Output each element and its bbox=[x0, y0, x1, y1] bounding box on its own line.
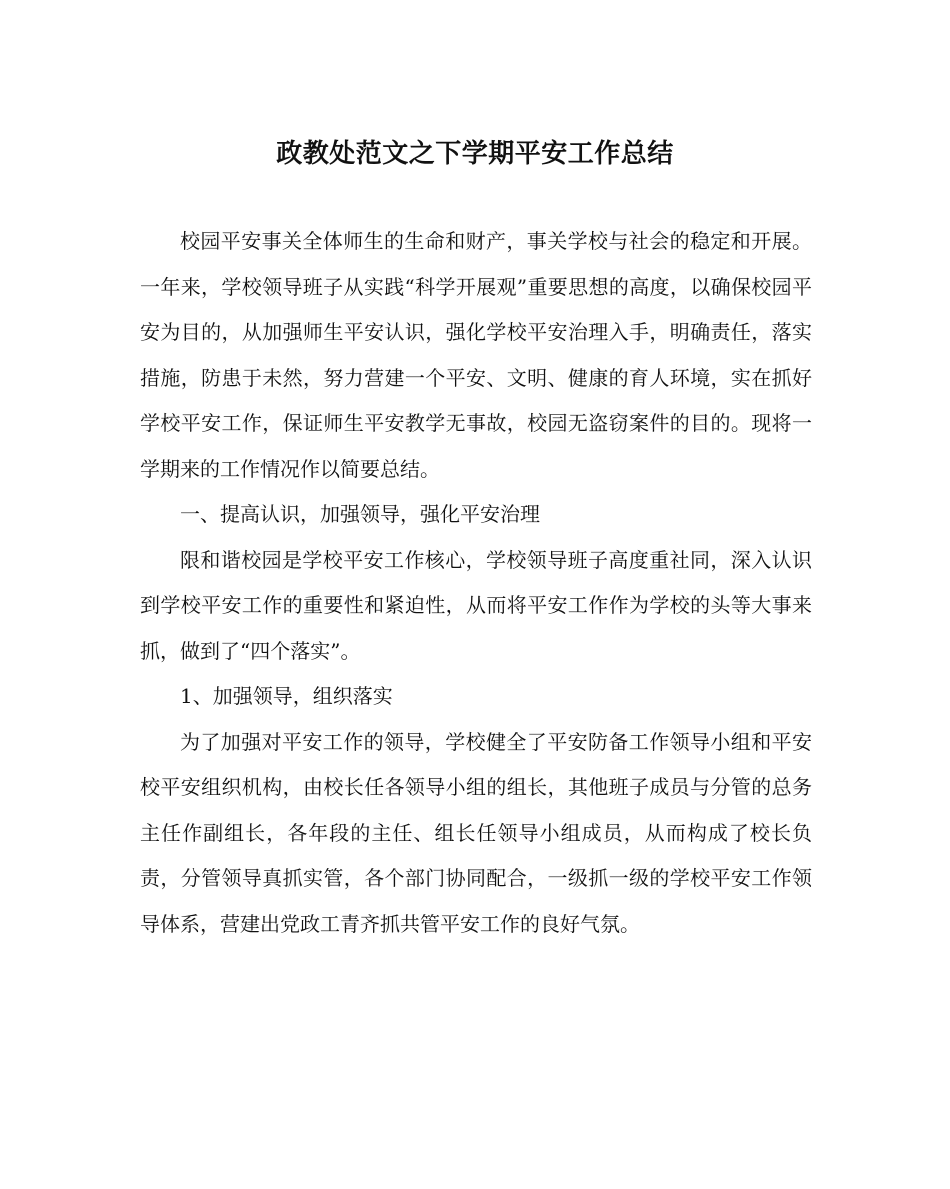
section-heading-1: 一、提高认识，加强领导，强化平安治理 bbox=[180, 502, 540, 526]
paragraph-section-1: 限和谐校园是学校平安工作核心，学校领导班子高度重社同，深入认识到学校平安工作的重要性和紧迫性，从而将平安工作作为学校的头等大事来抓，做到了“四个落实”。 bbox=[140, 547, 812, 663]
subsection-heading-1: 1、加强领导，组织落实 bbox=[180, 684, 393, 708]
document-body bbox=[140, 219, 812, 947]
paragraph-subsection-1: 为了加强对平安工作的领导，学校健全了平安防备工作领导小组和平安校平安组织机构，由校长任各领导小组的组长，其他班子成员与分管的总务主任作副组长，各年段的主任、组长任领导小组成员，从而构成了校长负责，分管领导真抓实管，各个部门协同配合，一级抓一级的学校平安工作领导体系，营建出党政工青齐抓共管平安工作的良好气氛。 bbox=[140, 729, 812, 936]
paragraph-intro: 校园平安事关全体师生的生命和财产，事关学校与社会的稳定和开展。一年来，学校领导班子从实践“科学开展观”重要思想的高度，以确保校园平安为目的，从加强师生平安认识，强化学校平安治理入手，明确责任，落实措施，防患于未然，努力营建一个平安、文明、健康的育人环境，实在抓好学校平安工作，保证师生平安教学无事故，校园无盗窃案件的目的。现将一学期来的工作情况作以简要总结。 bbox=[140, 229, 812, 481]
document-title: 政教处范文之下学期平安工作总结 bbox=[276, 139, 674, 169]
